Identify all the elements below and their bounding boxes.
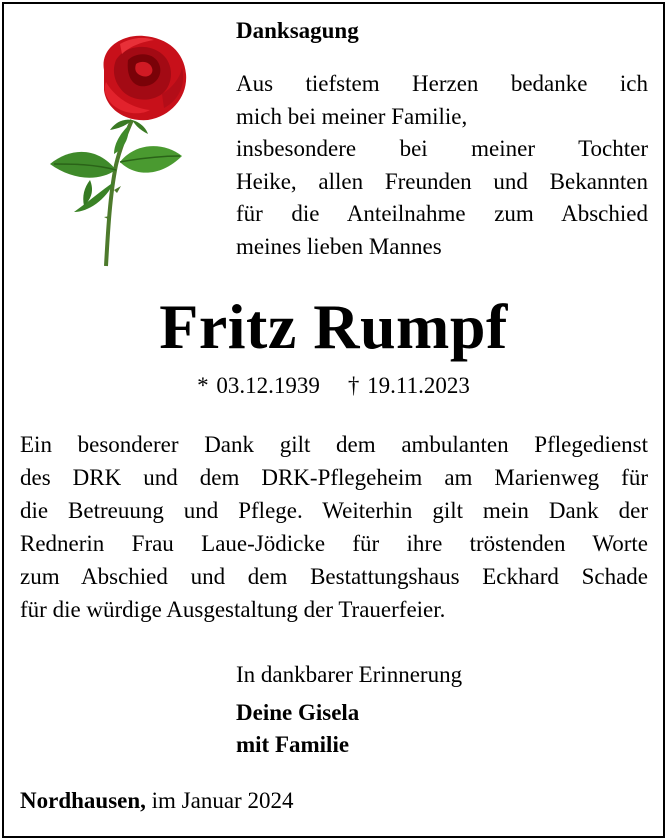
intro-line: Aus tiefstem Herzen bedanke ich [236, 71, 648, 96]
death-date: † 19.11.2023 [347, 373, 470, 398]
red-rose-image [44, 30, 194, 274]
paragraph-line: Ein besonderer Dank gilt dem ambulanten Pflegedienst [20, 432, 648, 457]
paragraph-line: zum Abschied und dem Bestattungshaus Eckhard Schade [20, 564, 648, 589]
intro-line: mich bei meiner Familie, [236, 103, 468, 129]
intro-line: insbesondere bei meiner Tochter [236, 136, 648, 161]
place-date-line [20, 788, 293, 814]
closing-phrase: In dankbarer Erinnerung [236, 662, 463, 687]
life-dates [0, 373, 667, 399]
intro-line: für die Anteilnahme zum Abschied [236, 201, 648, 226]
deceased-name: Fritz Rumpf [159, 291, 508, 362]
heading-danksagung: Danksagung [236, 18, 359, 43]
intro-line: meines lieben Mannes [236, 233, 442, 259]
signature-family: mit Familie [236, 732, 350, 757]
paragraph-line: die Betreuung und Pflege. Weiterhin gilt mein Dank der [20, 498, 648, 523]
paragraph-line: Rednerin Frau Laue-Jödicke für ihre tröstenden Worte [20, 531, 648, 556]
notice-date: im Januar 2024 [151, 788, 294, 813]
birth-date: * 03.12.1939 [197, 373, 320, 398]
place-name: Nordhausen, [20, 788, 146, 813]
paragraph-line: für die würdige Ausgestaltung der Trauerfeier. [20, 597, 446, 622]
intro-text [236, 68, 648, 263]
signature-name: Deine Gisela [236, 700, 360, 725]
paragraph-line: des DRK und dem DRK-Pflegeheim am Marienweg für [20, 465, 648, 490]
intro-line: Heike, allen Freunden und Bekannten [236, 168, 648, 194]
thanks-paragraph [20, 428, 648, 626]
